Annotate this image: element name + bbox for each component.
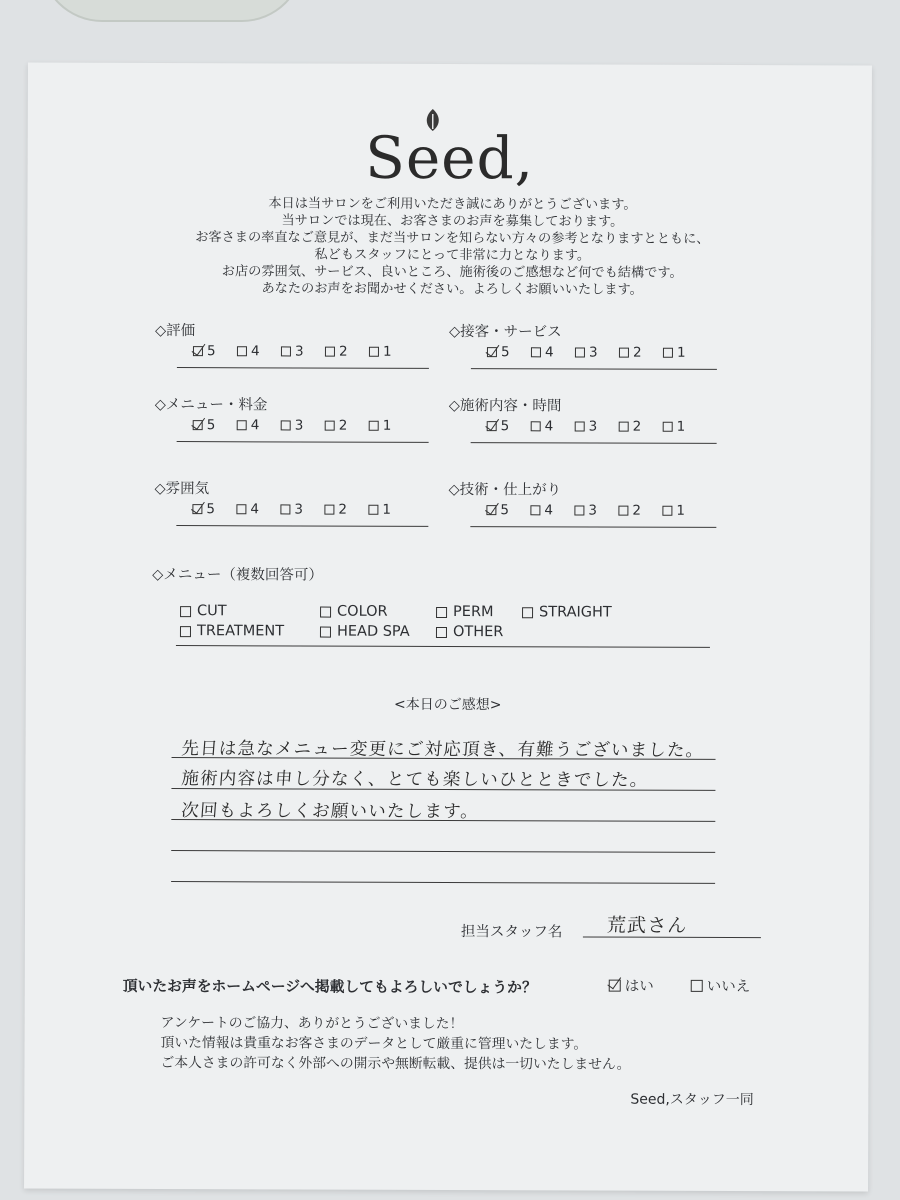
publish-no-label: いいえ [706,978,751,996]
rating-option-label: 4 [544,418,554,435]
impression-line: 先日は急なメニュー変更にご対応頂き、有難うございました。 [180,739,706,761]
menu-option-label: PERM [453,604,494,621]
intro-line: お店の雰囲気、サービス、良いところ、施術後のご感想など何でも結構です。 [221,264,683,281]
menu-option-head-spa[interactable] [320,624,410,640]
rating-option-label: 5 [206,343,216,360]
rating-option-label: 3 [588,418,598,435]
rating-option-label: 1 [676,502,686,519]
menu-option-label: TREATMENT [196,623,285,640]
rating-option-label: 2 [632,502,642,519]
impressions-title: <本日のご感想> [393,696,502,714]
checkbox[interactable] [320,626,331,637]
rating-option-label: 3 [294,343,304,360]
staff-name-underline [583,936,761,938]
staff-name-value[interactable]: 荒武さん [606,914,689,937]
checkbox[interactable] [691,979,703,991]
checkbox-checked[interactable] [609,979,621,991]
impression-line: 施術内容は申し分なく、とても楽しいひとときでした。 [180,769,650,791]
rating-option-label: 5 [500,502,510,519]
rating-option-label: 1 [382,501,392,518]
rating-option-label: 1 [676,418,686,435]
menu-option-treatment[interactable] [180,623,284,639]
rating-question-title: ◇メニュー・料金 [154,396,268,414]
publish-yes-label: はい [624,978,654,995]
footer-line: ご本人さまの許可なく外部への開示や無断転載、提供は一切いたしません。 [160,1054,631,1073]
footer-notes [160,1013,630,1075]
brand-logo: Seed, [365,123,535,193]
rating-question-title: ◇技術・仕上がり [448,482,562,499]
rating-option-label: 1 [382,343,392,360]
footer-signature: Seed,スタッフ一同 [630,1091,754,1109]
menu-option-straight[interactable] [522,604,612,620]
menu-option-label: OTHER [452,624,504,641]
rating-question-title: ◇接客・サービス [449,324,562,341]
footer-line: 頂いた情報は貴重なお客さまのデータとして厳重に管理いたします。 [160,1034,588,1053]
binder-clip-edge [40,0,304,22]
intro-line: 当サロンでは現在、お客さまのお声を募集しております。 [281,213,624,230]
rating-option-label: 4 [250,343,260,360]
impression-line: 次回もよろしくお願いいたします。 [180,801,480,823]
rating-option-label: 5 [500,418,510,435]
rating-option-label: 2 [338,417,348,434]
checkbox[interactable] [436,606,447,617]
footer-line: アンケートのご協力、ありがとうございました！ [160,1014,464,1033]
rating-option-label: 2 [338,343,348,360]
menu-option-label: COLOR [337,603,388,620]
rating-option-label: 4 [544,502,554,519]
rating-option-label: 2 [632,344,642,361]
menu-option-other[interactable] [436,624,503,640]
publish-question: 頂いたお声をホームページへ掲載してもよろしいでしょうか？ [122,977,537,997]
rating-option-label: 3 [588,344,598,361]
intro-line: お客さまの率直なご意見が、まだ当サロンを知らない方々の参考となりますとともに、 [195,230,710,247]
menu-option-cut[interactable] [180,603,227,619]
publish-no-option[interactable] [691,975,751,996]
rating-question-title: ◇評価 [155,322,196,340]
rating-option-label: 4 [544,344,554,361]
staff-label: 担当スタッフ名 [460,924,563,941]
rating-option-label: 5 [206,501,216,518]
rating-option-label: 3 [294,501,304,518]
rating-option-label: 3 [294,417,304,434]
writing-line [171,881,715,884]
publish-yes-option[interactable] [609,975,654,996]
menu-options [26,63,872,666]
rating-option-label: 2 [338,501,348,518]
rating-option-label: 4 [250,501,260,518]
rating-option-label: 1 [676,344,686,361]
intro-line: 私どもスタッフにとって非常に力となります。 [314,247,591,264]
menu-question-title: ◇メニュー（複数回答可） [152,566,323,584]
checkbox[interactable] [320,606,331,617]
checkbox[interactable] [436,626,447,637]
intro-line: 本日は当サロンをご利用いただき誠にありがとうございます。 [268,196,637,213]
rating-question-title: ◇施術内容・時間 [448,398,562,415]
menu-option-perm[interactable] [436,604,494,620]
rating-option-label: 4 [250,417,260,434]
checkbox[interactable] [522,607,533,618]
rating-option-label: 3 [588,502,598,519]
checkbox[interactable] [180,626,191,637]
rating-question-title: ◇雰囲気 [154,480,210,498]
rating-option-label: 5 [206,417,216,434]
menu-option-label: CUT [197,603,227,620]
survey-sheet [24,63,872,1192]
writing-line [171,850,715,853]
checkbox[interactable] [180,606,191,617]
menu-option-color[interactable] [320,604,388,620]
menu-option-label: STRAIGHT [539,604,612,621]
menu-option-label: HEAD SPA [336,623,410,640]
intro-line: あなたのお声をお聞かせください。よろしくお願いいたします。 [261,281,643,298]
rating-option-label: 2 [632,418,642,435]
rating-option-label: 1 [382,417,392,434]
rating-option-label: 5 [500,344,510,361]
